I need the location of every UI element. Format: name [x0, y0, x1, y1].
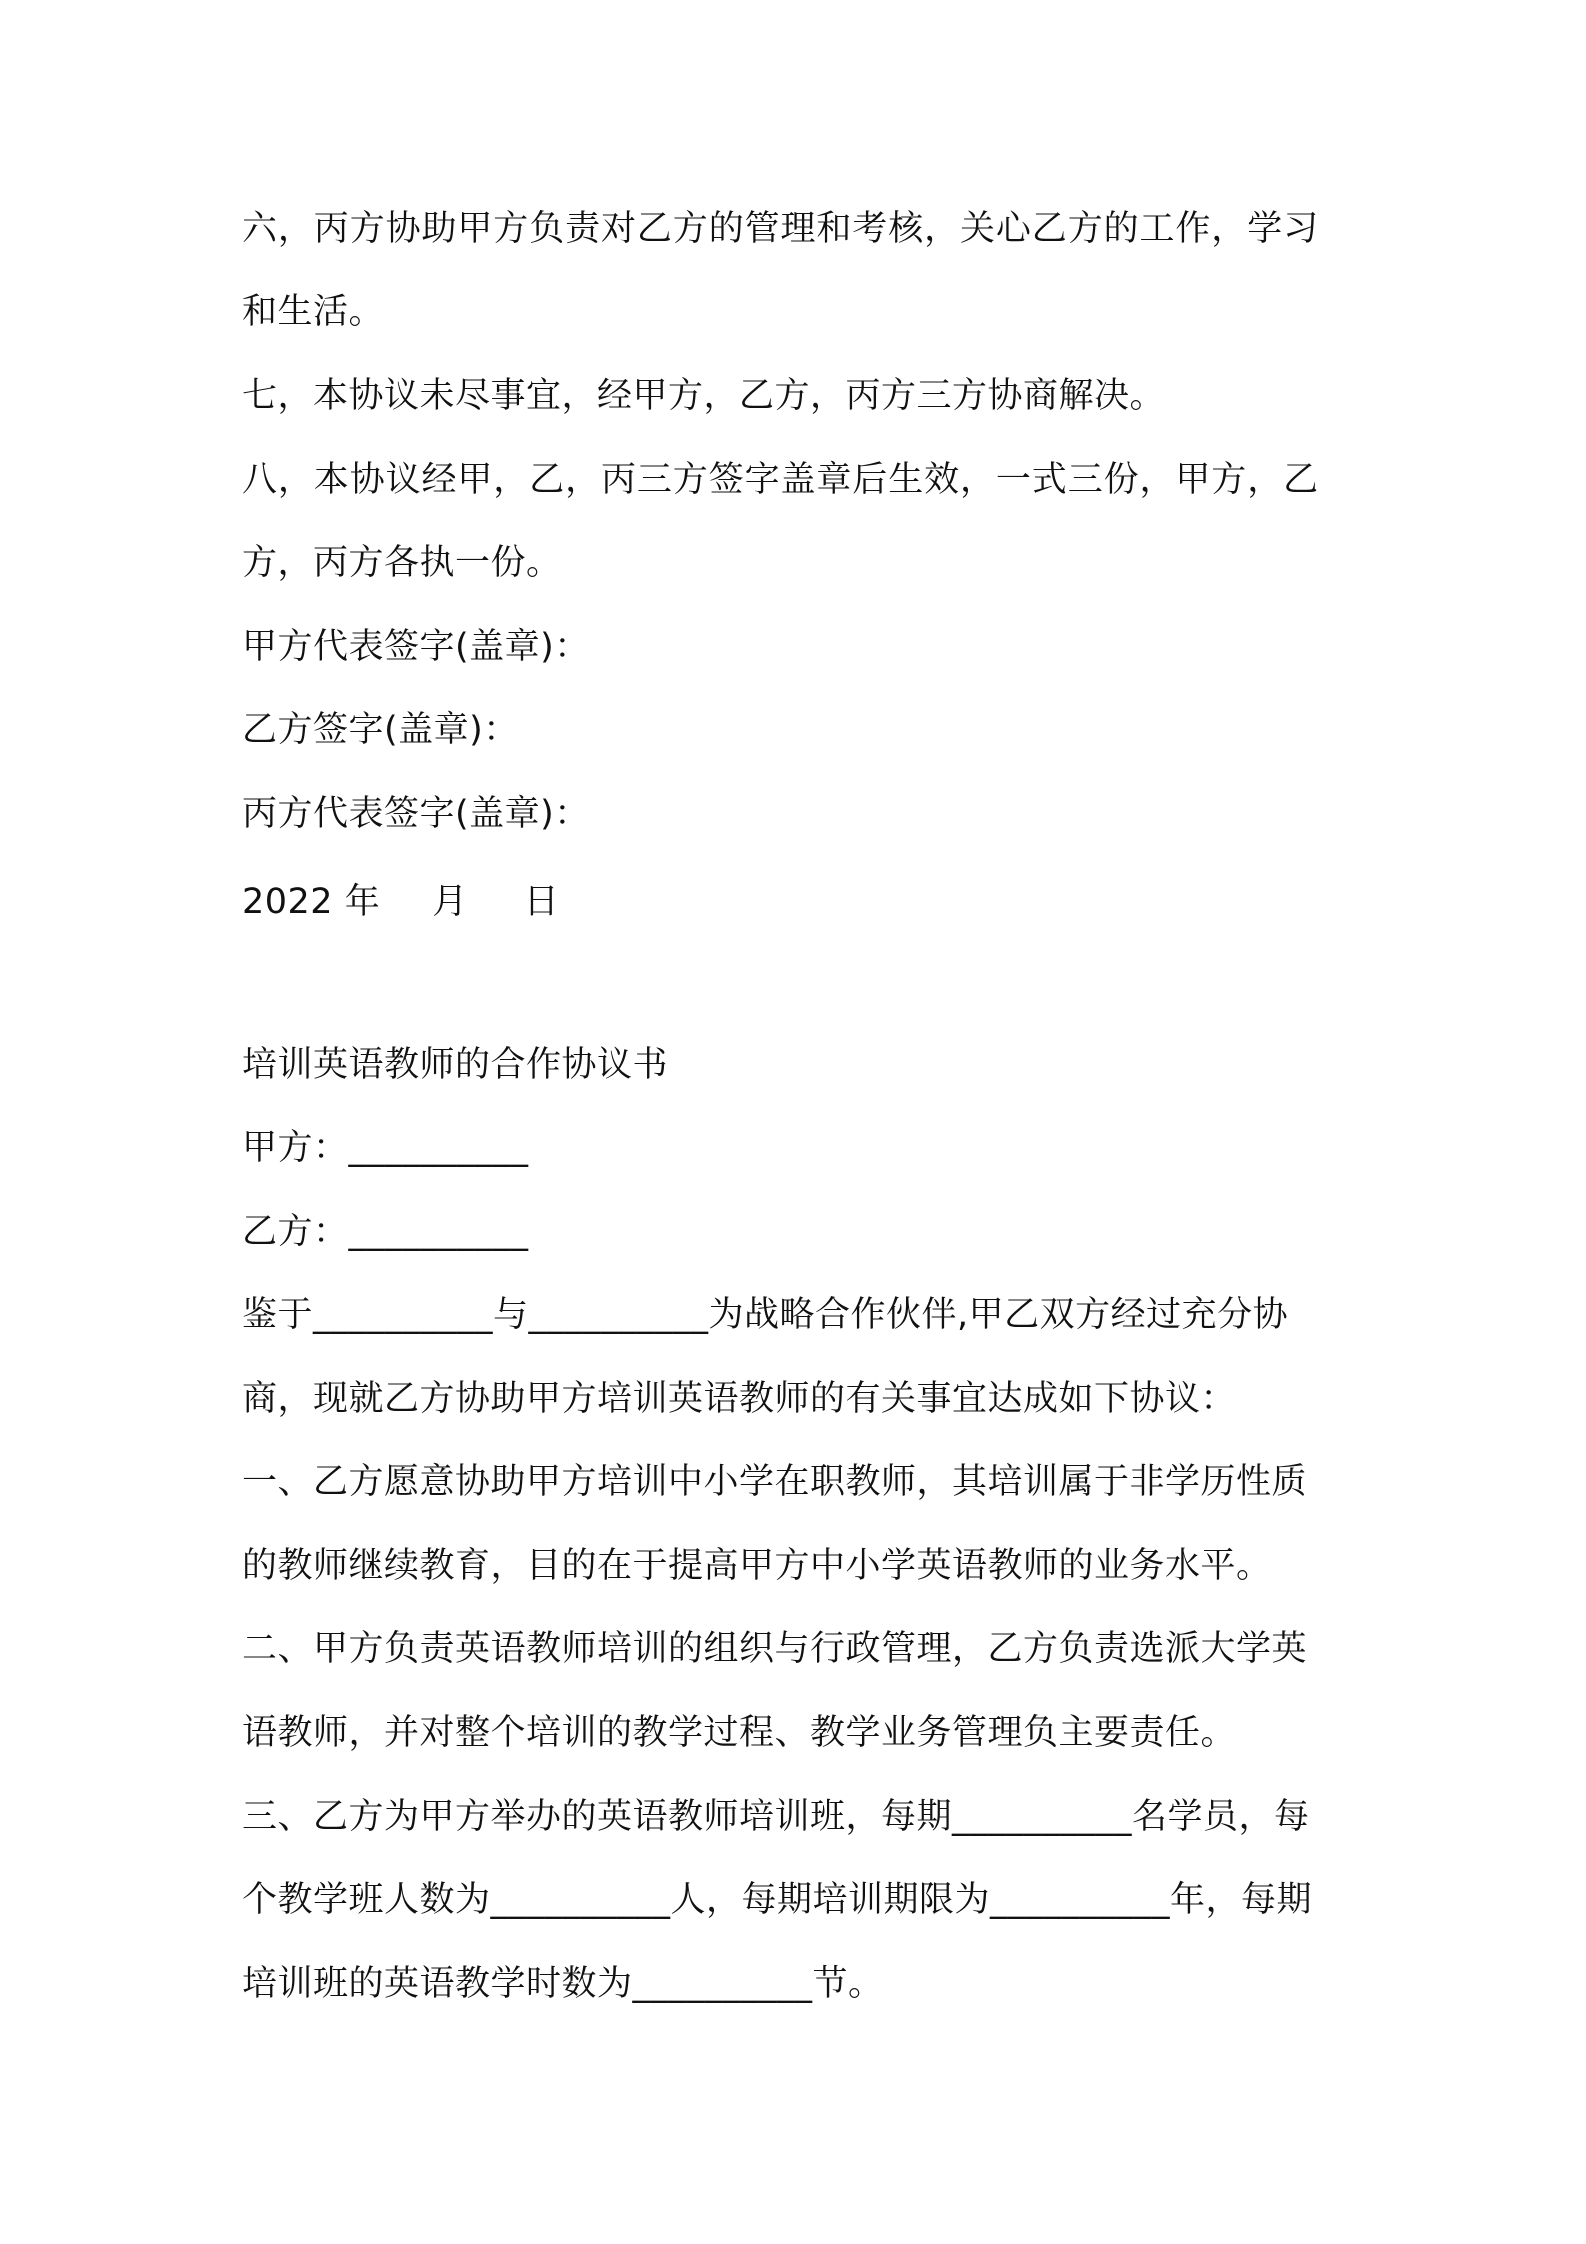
party-a-field: 甲方：__________ — [242, 1128, 529, 1168]
article-1-line-2: 的教师继续教育，目的在于提高甲方中小学英语教师的业务水平。 — [242, 1546, 1272, 1586]
party-c-signature-label: 丙方代表签字(盖章)： — [242, 794, 590, 834]
article-3-line-3: 培训班的英语教学时数为__________节。 — [242, 1964, 884, 2004]
date-month: 月 — [432, 882, 468, 922]
party-b-signature-label: 乙方签字(盖章)： — [242, 710, 519, 750]
clause-6-line-2: 和生活。 — [242, 292, 385, 332]
date-year: 2022 年 — [242, 882, 381, 922]
clause-7: 七，本协议未尽事宜，经甲方，乙方，丙方三方协商解决。 — [242, 376, 1166, 416]
article-3-line-1: 三、乙方为甲方举办的英语教师培训班，每期__________名学员，每 — [242, 1797, 1310, 1837]
signing-date — [242, 880, 1362, 924]
article-2-line-2: 语教师，并对整个培训的教学过程、教学业务管理负主要责任。 — [242, 1713, 1237, 1753]
article-2-line-1: 二、甲方负责英语教师培训的组织与行政管理，乙方负责选派大学英 — [242, 1629, 1308, 1669]
preamble-line-1: 鉴于__________与__________为战略合作伙伴,甲乙双方经过充分协 — [242, 1295, 1289, 1335]
clause-8-line-1: 八，本协议经甲，乙，丙三方签字盖章后生效，一式三份，甲方，乙 — [242, 460, 1320, 500]
party-b-field: 乙方：__________ — [242, 1212, 529, 1252]
agreement-title: 培训英语教师的合作协议书 — [242, 1045, 669, 1085]
preamble-line-2: 商，现就乙方协助甲方培训英语教师的有关事宜达成如下协议： — [242, 1379, 1237, 1419]
party-a-signature-label: 甲方代表签字(盖章)： — [242, 627, 590, 667]
article-1-line-1: 一、乙方愿意协助甲方培训中小学在职教师，其培训属于非学历性质 — [242, 1462, 1308, 1502]
article-3-line-2: 个教学班人数为__________人，每期培训期限为__________年，每期 — [242, 1880, 1313, 1920]
clause-8-line-2: 方，丙方各执一份。 — [242, 543, 562, 583]
date-day: 日 — [523, 882, 560, 922]
clause-6-line-1: 六，丙方协助甲方负责对乙方的管理和考核，关心乙方的工作，学习 — [242, 209, 1320, 249]
